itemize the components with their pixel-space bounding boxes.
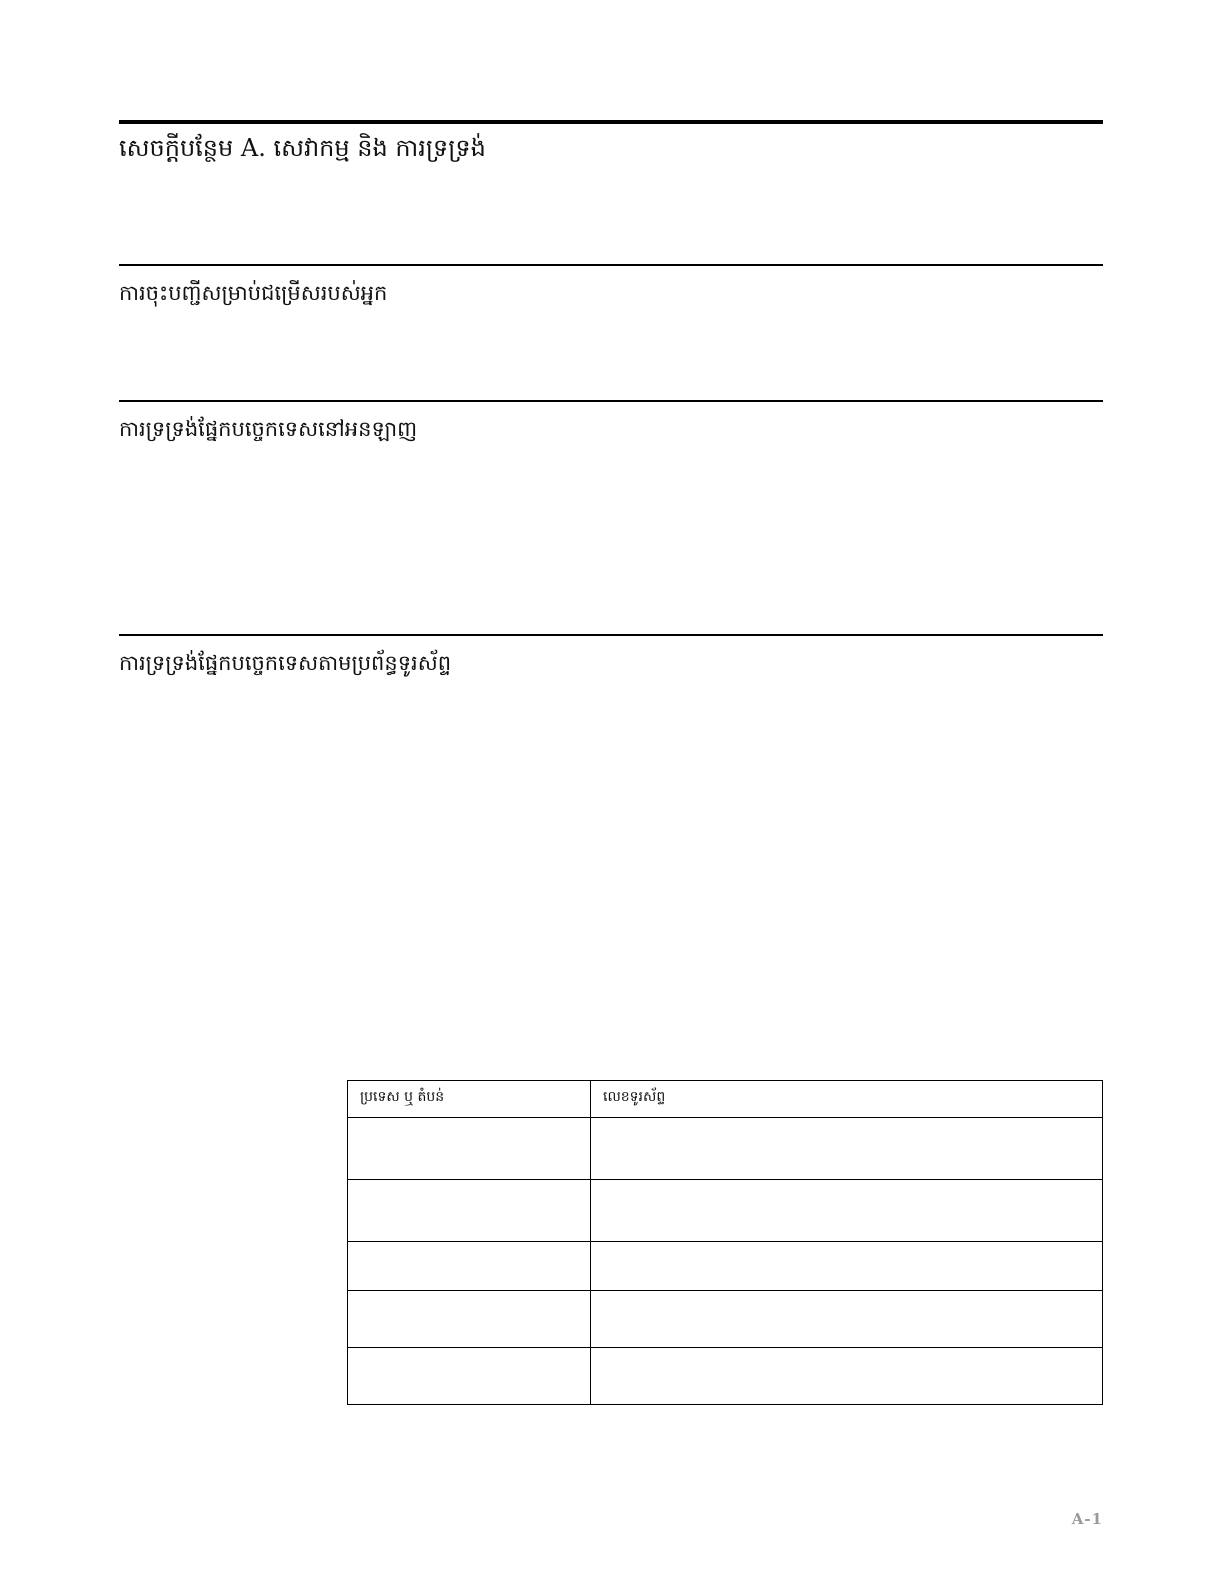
appendix-top-rule [119, 120, 1103, 124]
table-row [348, 1348, 1103, 1405]
country-cell [348, 1242, 591, 1291]
phone-cell [591, 1242, 1103, 1291]
country-cell [348, 1291, 591, 1348]
column-header-phone: លេខទូរស័ព្ទ [591, 1081, 1103, 1118]
phone-cell [591, 1291, 1103, 1348]
table-row [348, 1291, 1103, 1348]
section-heading-registration: ការចុះបញ្ជីសម្រាប់ជម្រើសរបស់អ្នក [119, 281, 388, 305]
country-cell [348, 1348, 591, 1405]
section-heading-online-support: ការទ្រទ្រង់ផ្នែកបច្ចេកទេសនៅអនឡាញ [119, 417, 418, 441]
section-rule-phone-support [119, 634, 1103, 636]
phone-cell [591, 1348, 1103, 1405]
section-rule-online-support [119, 400, 1103, 402]
page-number: A-1 [1071, 1510, 1103, 1528]
phone-support-table [347, 1080, 1103, 1405]
country-cell [348, 1180, 591, 1242]
phone-cell [591, 1180, 1103, 1242]
section-rule-registration [119, 264, 1103, 266]
country-cell [348, 1118, 591, 1180]
column-header-country: ប្រទេស ឬ តំបន់ [348, 1081, 591, 1118]
appendix-title: សេចក្ដីបន្ថែម A. សេវាកម្ម និង ការទ្រទ្រង់ [119, 134, 486, 162]
table-row [348, 1242, 1103, 1291]
table-row [348, 1118, 1103, 1180]
table-header-row [348, 1081, 1103, 1118]
table-row [348, 1180, 1103, 1242]
section-heading-phone-support: ការទ្រទ្រង់ផ្នែកបច្ចេកទេសតាមប្រព័ន្ធទូរស័ព្ទ [119, 651, 452, 675]
phone-cell [591, 1118, 1103, 1180]
